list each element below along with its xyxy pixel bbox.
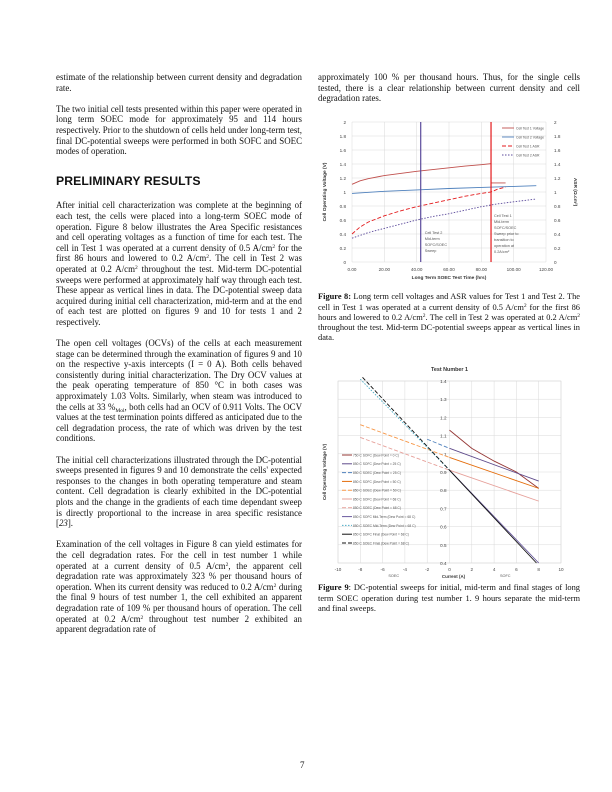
- figure-8-caption: Figure 8: Long term cell voltages and ASR values for Test 1 and Test 2. The cell in Test 1 was operated at a current density of 0.5 $A/cm^2$ for the first 86 hours and lowered to 0.2 $A/cm^2$. The cell in Test 2 was operated at 0.2 $A/cm^2$ throughout the test. Mid-term DC-potential sweeps appear as vertical lines in data.: [318, 292, 580, 343]
- vertical-line-annotation: transition to: [494, 238, 514, 243]
- vertical-line-annotation: Sweep: [424, 249, 437, 254]
- y-tick-label: 1: [343, 190, 346, 196]
- y-axis-title: Cell Operating Voltage (V): [323, 162, 328, 222]
- y2-tick-label: 0.6: [554, 218, 561, 224]
- y-tick-label: 1.1: [440, 433, 447, 439]
- vertical-line-annotation: 0.2A/cm²: [494, 250, 510, 255]
- legend-label: 850 C SOEC (Dew Point = 25 C): [353, 471, 401, 476]
- legend-label: Cell Test 1 Voltage: [516, 126, 545, 131]
- y2-tick-label: 1.4: [554, 162, 561, 168]
- y-tick-label: 0: [343, 260, 346, 266]
- y-tick-label: 0.6: [339, 218, 346, 224]
- y-tick-label: 1.4: [440, 379, 447, 385]
- y2-tick-label: 0: [554, 260, 557, 266]
- x-axis-title: Long Term SOEC Test Time (hrs): [411, 276, 487, 282]
- region-label-soec: SOEC: [388, 574, 400, 579]
- x-tick-label: 8: [537, 567, 540, 573]
- x-tick-label: 0: [448, 567, 451, 573]
- y2-tick-label: 0.4: [554, 232, 561, 238]
- legend-label: 850 C SOFC Final (Dew Point = 68 C): [353, 532, 409, 537]
- vertical-line-annotation: Sweep prior to: [494, 232, 519, 237]
- figure-9-chart: [318, 363, 580, 581]
- vertical-line-annotation: Mid-term: [424, 237, 440, 242]
- x-tick-label: 120.00: [538, 267, 554, 273]
- x-tick-label: 80.00: [475, 267, 488, 273]
- paragraph-degradation-rates: Examination of the cell voltages in Figure 8 can yield estimates for the cell degradation rates. For the cell in test number 1 while operated at a current density of 0.5 $A/cm^2$, the apparent cell degradation rate was approximately 323 % per thousand hours of operation. When its current density was reduced to 0.2 $A/cm^2$ during the final 9 hours of test number 1, the cell exhibited an apparent degradation rate of 109 % per thousand hours of operation. The cell operated at 0.2 $A/cm^2$ throughout test number 2 exhibited an apparent degradation rate of: [56, 539, 303, 635]
- legend-label: Cell Test 2 ASR: [516, 153, 540, 158]
- x-tick-label: 100.00: [506, 267, 521, 273]
- figure-8-chart: [318, 114, 580, 286]
- series-line-850-c-sofc-final-dew-point-68-c-: [450, 471, 537, 564]
- legend-label: Cell Test 1 ASR: [516, 144, 540, 149]
- y2-tick-label: 0.2: [554, 246, 561, 252]
- y-tick-label: 0.6: [440, 524, 447, 530]
- legend-label: Cell Test 2 Voltage: [516, 135, 545, 140]
- legend-label: 850 C SOEC (Dew Point = 50 C): [353, 488, 401, 493]
- paragraph-initial-tests: The two initial cell tests presented within this paper were operated in long term SOEC mode for approximately 95 and 114 hours respectively. Prior to the shutdown of cells held under long-term test, final DC-potential sweeps were performed in both SOFC and SOEC modes of operation.: [56, 103, 302, 157]
- citation-reference[interactable]: 23: [58, 518, 68, 529]
- page-number: 7: [300, 760, 305, 770]
- right-column: [318, 72, 580, 614]
- y-tick-label: 1.3: [440, 397, 447, 403]
- x-tick-label: 40.00: [410, 267, 423, 273]
- y-tick-label: 1.2: [440, 415, 447, 421]
- legend-label: 750 C SOFC (Dew Point = 0 C): [353, 453, 399, 458]
- x-tick-label: -6: [380, 567, 385, 573]
- legend-label: 850 C SOEC Mid-Term (Dew Point = 68 C): [353, 524, 416, 529]
- paragraph-ocv: The open cell voltages (OCVs) of the cells at each measurement stage can be determined through the examination of figures 9 and 10 on the respective y-axis intercepts (I = 0 A). Both cells behaved consistently during initial characterization. The Dry OCV values at the peak operating temperature of 850 °C in both cases was approximately 1.03 Volts. Similarly, when steam was introduced to the cells at 33 $\%_{Mol}$, both cells had an OCV of 0.911 Volts. The OCV values at the test termination points differed as anticipated due to the cell degradation process, the rate of which was driven by the test conditions.: [56, 338, 302, 444]
- vertical-line-annotation: Mid-term: [494, 220, 510, 225]
- y-tick-label: 0.5: [440, 543, 447, 549]
- y-tick-label: 0.8: [440, 488, 447, 494]
- y-tick-label: 1.8: [339, 134, 346, 140]
- vertical-line-annotation: operation at: [494, 244, 515, 249]
- y-tick-label: 0.4: [440, 561, 447, 567]
- y-axis-title: Cell Operating Voltage (V): [322, 444, 327, 501]
- x-axis-title: Current (A): [441, 574, 466, 580]
- x-tick-label: 60.00: [443, 267, 455, 273]
- legend-label: 850 C SOEC Final (Dew Point = 68 C): [353, 541, 409, 546]
- y-tick-label: 1.2: [339, 176, 346, 182]
- y2-tick-label: 1.2: [554, 176, 561, 182]
- vertical-line-annotation: Cell Test 1: [494, 214, 512, 219]
- paragraph-long-term-operation: After initial cell characterization was complete at the beginning of each test, the cells were placed into a long-term SOEC mode of operation. Figure 8 below illustrates the Area Specific resistances and cell operating voltages as a function of time for each test. The cell in Test 1 was operated at a current density of 0.5 $A/cm^2$ for the first 86 hours and lowered to 0.2 $A/cm^2$. The cell in Test 2 was operated at 0.2 $A/cm^2$ throughout the test. Mid-term DC-potential sweeps were performed at approximately half way through each test. These appear as vertical lines in data. The DC-potential sweep data acquired during initial cell characterization, mid-term and at the end of each test are plotted on figures 9 and 10 for tests 1 and 2 respectively.: [56, 200, 303, 327]
- x-tick-label: 10: [558, 567, 564, 573]
- series-line-cell-test-1-asr: [352, 187, 506, 234]
- legend-label: 850 C SOEC (Dew Point = 68 C): [353, 506, 401, 511]
- y-tick-label: 1.4: [339, 162, 346, 168]
- y-tick-label: 0.2: [339, 246, 346, 252]
- vertical-line-annotation: Cell Test 2: [424, 231, 443, 236]
- vertical-line-annotation: SOFC/SOEC: [424, 243, 448, 248]
- series-line-cell-test-1-voltage: [352, 164, 506, 185]
- legend-label: 850 C SOFC (Dew Point = 25 C): [353, 462, 401, 467]
- left-column: [56, 72, 302, 645]
- x-tick-label: 2: [470, 567, 474, 573]
- y-tick-label: 0.7: [440, 506, 447, 512]
- y2-axis-title: ASR (Ω.cm²): [572, 178, 577, 207]
- paragraph-characterizations: The initial cell characterizations illustrated through the DC-potential sweeps presented in figures 9 and 10 demonstrate the cells' expected responses to the changes in both operating temperature and steam content. Cell degradation is clearly exhibited in the DC-potential plots and the change in the gradients of each time dependant sweep is directly proportional to the increase in area specific resistance [23].: [56, 454, 302, 529]
- vertical-line-annotation: SOFC/SOEC: [494, 226, 517, 231]
- x-tick-label: 20.00: [378, 267, 391, 273]
- paragraph-degradation-estimate: estimate of the relationship between current density and degradation rate.: [56, 72, 302, 93]
- x-tick-label: 4: [492, 567, 496, 573]
- x-tick-label: 0.00: [347, 267, 357, 273]
- y2-tick-label: 1: [554, 190, 557, 196]
- y-tick-label: 2: [343, 120, 346, 126]
- legend-label: 850 C SOFC (Dew Point = 68 C): [353, 497, 401, 502]
- y2-tick-label: 1.8: [554, 134, 561, 140]
- y-tick-label: 1: [443, 452, 447, 458]
- paragraph-conclusion-relationship: approximately 100 % per thousand hours. Thus, for the single cells tested, there is a clear relationship between current density and cell degradation rates.: [318, 72, 580, 104]
- x-tick-label: -2: [425, 567, 430, 573]
- y2-tick-label: 0.8: [554, 204, 561, 210]
- y2-tick-label: 1.6: [554, 148, 561, 154]
- y2-tick-label: 2: [554, 120, 557, 126]
- y-tick-label: 1.6: [339, 148, 346, 154]
- x-tick-label: -4: [402, 567, 407, 573]
- figure-9-caption: Figure 9: DC-potential sweeps for initial, mid-term and final stages of long term SOEC operation during test number 1. 9 hours separate the mid-term and final sweeps.: [318, 583, 580, 613]
- legend-label: 850 C SOFC (Dew Point = 50 C): [353, 480, 401, 485]
- x-tick-label: -10: [334, 567, 342, 573]
- region-label-sofc: SOFC: [499, 574, 511, 579]
- series-line-850-c-soec-dew-point-25-c-: [427, 440, 449, 449]
- y-tick-label: 0.8: [339, 204, 346, 210]
- chart-title: Test Number 1: [430, 367, 469, 374]
- y-tick-label: 0.4: [339, 232, 346, 238]
- y-tick-label: 0.9: [440, 470, 447, 476]
- legend-label: 850 C SOFC Mid-Term (Dew Point = 68 C): [353, 515, 416, 520]
- section-heading-preliminary-results: PRELIMINARY RESULTS: [56, 173, 201, 188]
- x-tick-label: 6: [515, 567, 518, 573]
- x-tick-label: -8: [358, 567, 363, 573]
